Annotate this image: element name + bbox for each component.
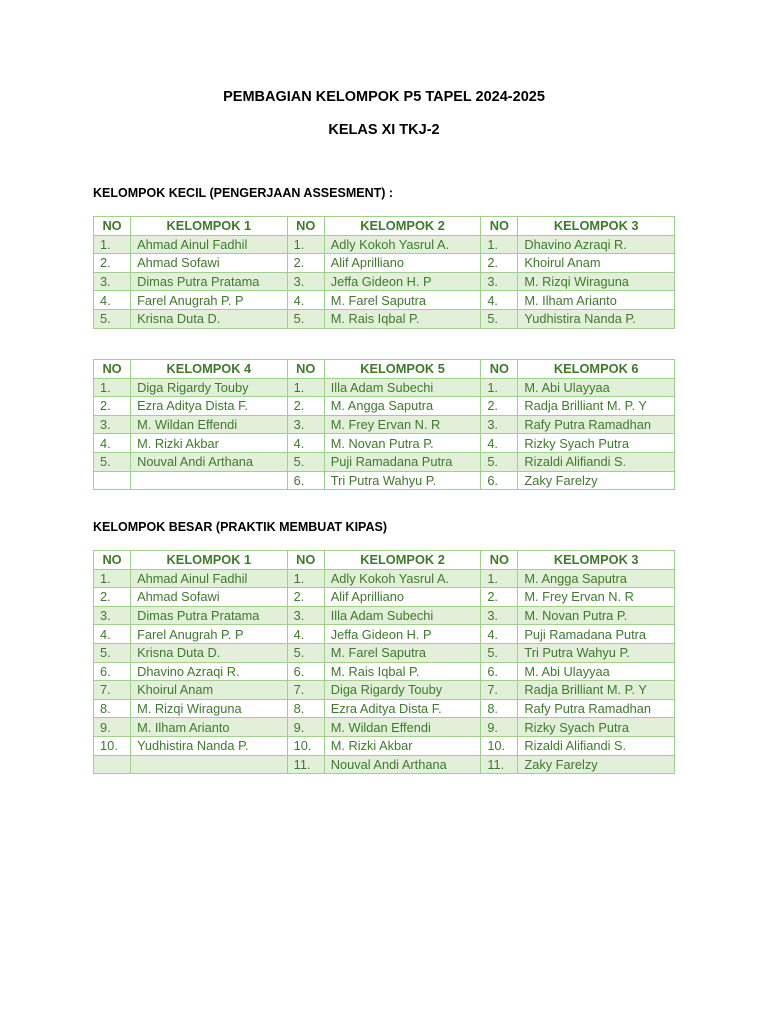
table-row [94, 471, 675, 490]
member-name-cell: Ahmad Sofawi [131, 254, 288, 273]
section-heading-small-groups: KELOMPOK KECIL (PENGERJAAN ASSESMENT) : [93, 186, 394, 200]
number-cell: 5. [481, 643, 518, 662]
member-name-cell: Tri Putra Wahyu P. [324, 471, 481, 490]
number-cell: 1. [481, 569, 518, 588]
number-cell: 2. [481, 588, 518, 607]
number-cell: 7. [287, 681, 324, 700]
column-header: KELOMPOK 2 [324, 217, 481, 236]
table-row [94, 606, 675, 625]
member-name-cell: M. Frey Ervan N. R [518, 588, 675, 607]
table-row [94, 434, 675, 453]
member-name-cell: M. Abi Ulayyaa [518, 378, 675, 397]
small-groups-table-2 [93, 359, 675, 490]
member-name-cell: Illa Adam Subechi [324, 606, 481, 625]
number-cell: 2. [94, 397, 131, 416]
member-name-cell: Dimas Putra Pratama [131, 606, 288, 625]
number-cell: 5. [287, 452, 324, 471]
column-header: KELOMPOK 5 [324, 360, 481, 379]
member-name-cell: Rafy Putra Ramadhan [518, 415, 675, 434]
member-name-cell: M. Farel Saputra [324, 291, 481, 310]
member-name-cell: M. Wildan Effendi [324, 718, 481, 737]
number-cell: 4. [481, 434, 518, 453]
member-name-cell: Ahmad Ainul Fadhil [131, 235, 288, 254]
member-name-cell: Nouval Andi Arthana [131, 452, 288, 471]
member-name-cell: Rizky Syach Putra [518, 434, 675, 453]
number-cell: 3. [94, 606, 131, 625]
table-row [94, 588, 675, 607]
column-header: KELOMPOK 4 [131, 360, 288, 379]
member-name-cell: Ezra Aditya Dista F. [324, 699, 481, 718]
number-cell: 2. [481, 397, 518, 416]
number-cell: 4. [481, 291, 518, 310]
member-name-cell: M. Wildan Effendi [131, 415, 288, 434]
number-cell: 10. [481, 736, 518, 755]
member-name-cell: Dhavino Azraqi R. [131, 662, 288, 681]
column-header: NO [287, 551, 324, 570]
column-header: KELOMPOK 3 [518, 217, 675, 236]
number-cell: 2. [481, 254, 518, 273]
member-name-cell: Dhavino Azraqi R. [518, 235, 675, 254]
member-name-cell: Nouval Andi Arthana [324, 755, 481, 774]
member-name-cell: Farel Anugrah P. P [131, 625, 288, 644]
table-row [94, 681, 675, 700]
member-name-cell: Khoirul Anam [518, 254, 675, 273]
number-cell: 9. [94, 718, 131, 737]
member-name-cell: Alif Aprilliano [324, 588, 481, 607]
member-name-cell: M. Rizki Akbar [131, 434, 288, 453]
member-name-cell: Krisna Duta D. [131, 643, 288, 662]
column-header: NO [287, 360, 324, 379]
number-cell: 4. [481, 625, 518, 644]
number-cell: 1. [94, 378, 131, 397]
member-name-cell: Tri Putra Wahyu P. [518, 643, 675, 662]
member-name-cell: Puji Ramadana Putra [518, 625, 675, 644]
member-name-cell: M. Frey Ervan N. R [324, 415, 481, 434]
table-row [94, 415, 675, 434]
member-name-cell: M. Novan Putra P. [518, 606, 675, 625]
table-row [94, 625, 675, 644]
table-row [94, 378, 675, 397]
number-cell: 3. [481, 606, 518, 625]
number-cell: 7. [481, 681, 518, 700]
small-groups-table-1 [93, 216, 675, 329]
member-name-cell: Alif Aprilliano [324, 254, 481, 273]
section-heading-large-groups: KELOMPOK BESAR (PRAKTIK MEMBUAT KIPAS) [93, 520, 387, 534]
number-cell: 9. [481, 718, 518, 737]
number-cell: 8. [481, 699, 518, 718]
number-cell: 5. [94, 452, 131, 471]
member-name-cell: M. Rais Iqbal P. [324, 662, 481, 681]
table-header-row [94, 551, 675, 570]
number-cell: 3. [287, 272, 324, 291]
member-name-cell: Adly Kokoh Yasrul A. [324, 235, 481, 254]
document-title: PEMBAGIAN KELOMPOK P5 TAPEL 2024-2025 [223, 89, 545, 105]
table-row [94, 254, 675, 273]
member-name-cell: Radja Brilliant M. P. Y [518, 397, 675, 416]
member-name-cell: M. Rais Iqbal P. [324, 309, 481, 328]
number-cell: 6. [287, 471, 324, 490]
member-name-cell: Diga Rigardy Touby [131, 378, 288, 397]
number-cell: 1. [481, 235, 518, 254]
number-cell: 3. [287, 415, 324, 434]
number-cell: 3. [287, 606, 324, 625]
table-row [94, 662, 675, 681]
column-header: KELOMPOK 1 [131, 217, 288, 236]
table-row [94, 643, 675, 662]
member-name-cell: M. Rizqi Wiraguna [518, 272, 675, 291]
document-subtitle: KELAS XI TKJ-2 [328, 122, 440, 138]
column-header: KELOMPOK 6 [518, 360, 675, 379]
number-cell: 6. [481, 662, 518, 681]
column-header: NO [94, 360, 131, 379]
number-cell: 3. [481, 272, 518, 291]
number-cell: 1. [287, 569, 324, 588]
number-cell: 2. [287, 254, 324, 273]
member-name-cell: Krisna Duta D. [131, 309, 288, 328]
number-cell: 1. [94, 569, 131, 588]
number-cell: 11. [481, 755, 518, 774]
member-name-cell: Rafy Putra Ramadhan [518, 699, 675, 718]
number-cell [94, 755, 131, 774]
member-name-cell: M. Ilham Arianto [131, 718, 288, 737]
member-name-cell: Khoirul Anam [131, 681, 288, 700]
member-name-cell [131, 471, 288, 490]
number-cell: 7. [94, 681, 131, 700]
number-cell: 5. [287, 309, 324, 328]
number-cell: 8. [287, 699, 324, 718]
number-cell: 5. [94, 643, 131, 662]
table-row [94, 309, 675, 328]
member-name-cell: Jeffa Gideon H. P [324, 625, 481, 644]
number-cell: 5. [287, 643, 324, 662]
column-header: NO [94, 217, 131, 236]
number-cell: 3. [94, 415, 131, 434]
table-header-row [94, 217, 675, 236]
member-name-cell [131, 755, 288, 774]
member-name-cell: M. Abi Ulayyaa [518, 662, 675, 681]
member-name-cell: M. Farel Saputra [324, 643, 481, 662]
column-header: KELOMPOK 2 [324, 551, 481, 570]
member-name-cell: M. Novan Putra P. [324, 434, 481, 453]
table-row [94, 291, 675, 310]
column-header: NO [287, 217, 324, 236]
number-cell: 2. [94, 588, 131, 607]
number-cell: 3. [94, 272, 131, 291]
member-name-cell: Adly Kokoh Yasrul A. [324, 569, 481, 588]
number-cell: 6. [287, 662, 324, 681]
member-name-cell: Farel Anugrah P. P [131, 291, 288, 310]
number-cell: 4. [94, 434, 131, 453]
member-name-cell: Ezra Aditya Dista F. [131, 397, 288, 416]
table-row [94, 569, 675, 588]
member-name-cell: Yudhistira Nanda P. [131, 736, 288, 755]
number-cell: 1. [481, 378, 518, 397]
table-header-row [94, 360, 675, 379]
member-name-cell: Illa Adam Subechi [324, 378, 481, 397]
member-name-cell: Dimas Putra Pratama [131, 272, 288, 291]
member-name-cell: Yudhistira Nanda P. [518, 309, 675, 328]
number-cell: 2. [94, 254, 131, 273]
member-name-cell: Puji Ramadana Putra [324, 452, 481, 471]
column-header: NO [481, 551, 518, 570]
column-header: NO [481, 360, 518, 379]
table-row [94, 452, 675, 471]
member-name-cell: Ahmad Ainul Fadhil [131, 569, 288, 588]
table-row [94, 755, 675, 774]
table-row [94, 699, 675, 718]
number-cell: 10. [287, 736, 324, 755]
number-cell: 10. [94, 736, 131, 755]
number-cell: 1. [287, 378, 324, 397]
number-cell: 4. [287, 625, 324, 644]
member-name-cell: Zaky Farelzy [518, 755, 675, 774]
number-cell: 5. [94, 309, 131, 328]
number-cell: 4. [94, 291, 131, 310]
table-row [94, 397, 675, 416]
table-row [94, 235, 675, 254]
member-name-cell: Rizaldi Alifiandi S. [518, 452, 675, 471]
table-row [94, 736, 675, 755]
number-cell: 6. [481, 471, 518, 490]
member-name-cell: Jeffa Gideon H. P [324, 272, 481, 291]
number-cell: 11. [287, 755, 324, 774]
number-cell: 3. [481, 415, 518, 434]
column-header: NO [481, 217, 518, 236]
member-name-cell: M. Rizki Akbar [324, 736, 481, 755]
member-name-cell: Zaky Farelzy [518, 471, 675, 490]
member-name-cell: Rizaldi Alifiandi S. [518, 736, 675, 755]
number-cell: 2. [287, 588, 324, 607]
column-header: NO [94, 551, 131, 570]
member-name-cell: M. Angga Saputra [324, 397, 481, 416]
number-cell: 8. [94, 699, 131, 718]
number-cell: 9. [287, 718, 324, 737]
member-name-cell: Diga Rigardy Touby [324, 681, 481, 700]
column-header: KELOMPOK 3 [518, 551, 675, 570]
number-cell: 4. [287, 291, 324, 310]
member-name-cell: Rizky Syach Putra [518, 718, 675, 737]
number-cell: 1. [94, 235, 131, 254]
number-cell: 5. [481, 309, 518, 328]
number-cell: 1. [287, 235, 324, 254]
number-cell: 2. [287, 397, 324, 416]
member-name-cell: M. Rizqi Wiraguna [131, 699, 288, 718]
member-name-cell: Ahmad Sofawi [131, 588, 288, 607]
member-name-cell: M. Ilham Arianto [518, 291, 675, 310]
table-row [94, 718, 675, 737]
member-name-cell: M. Angga Saputra [518, 569, 675, 588]
number-cell [94, 471, 131, 490]
large-groups-table [93, 550, 675, 774]
member-name-cell: Radja Brilliant M. P. Y [518, 681, 675, 700]
table-row [94, 272, 675, 291]
number-cell: 6. [94, 662, 131, 681]
column-header: KELOMPOK 1 [131, 551, 288, 570]
number-cell: 4. [94, 625, 131, 644]
number-cell: 4. [287, 434, 324, 453]
number-cell: 5. [481, 452, 518, 471]
